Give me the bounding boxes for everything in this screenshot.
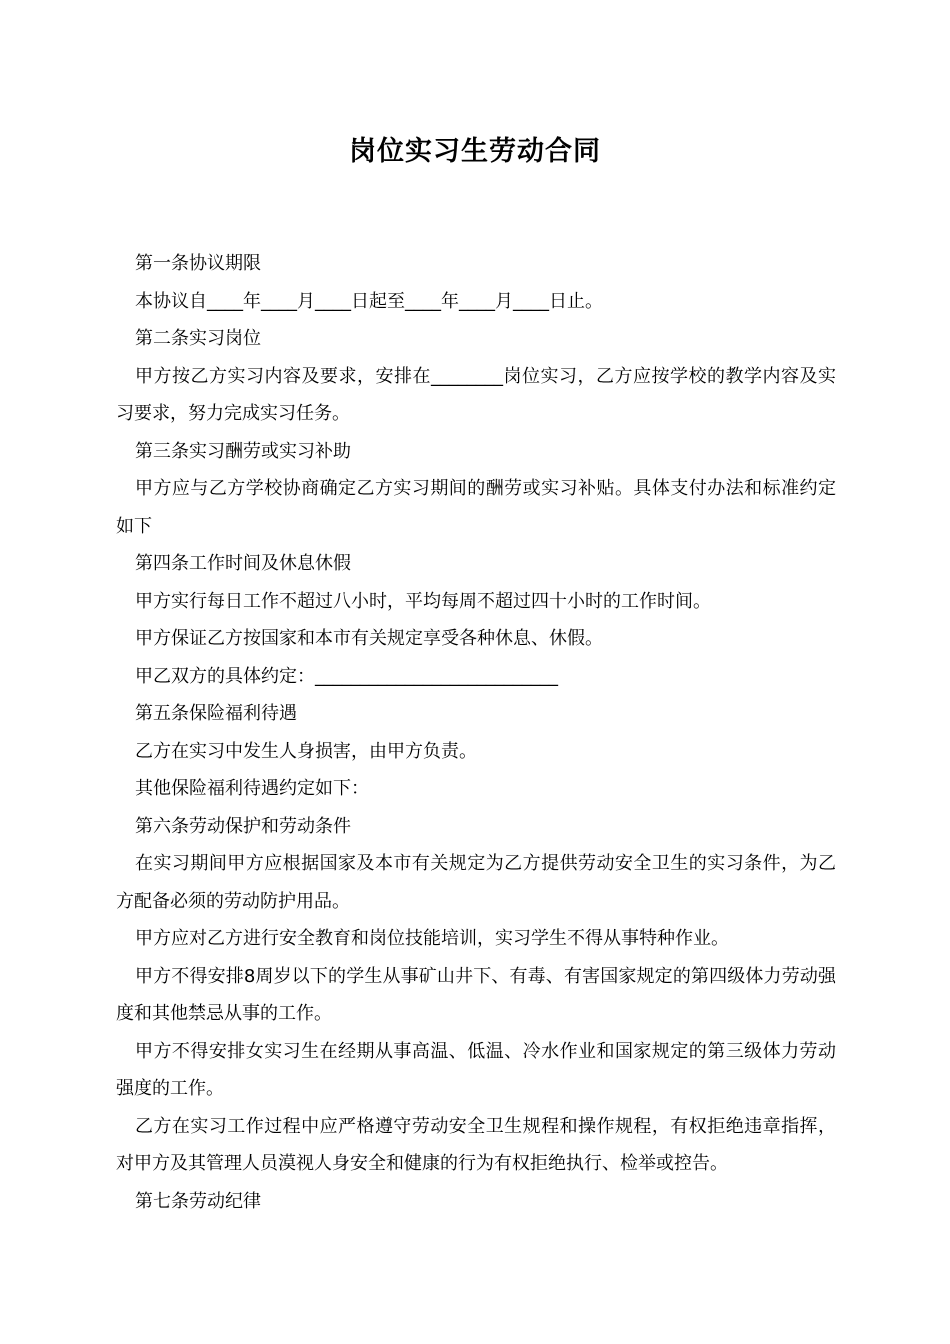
section-heading-3: 第三条实习酬劳或实习补助: [135, 440, 351, 462]
other-benefits-text: 其他保险福利待遇约定如下：: [135, 778, 369, 799]
section-heading-2: 第二条实习岗位: [135, 328, 261, 349]
internship-position-text: 甲方按乙方实习内容及要求，安排在________岗位实习，乙方应按学校的教学内容及实习要求，努力完成实习任务。: [116, 365, 836, 424]
safety-conditions-text: 在实习期间甲方应根据国家及本市有关规定为乙方提供劳动安全卫生的实习条件，为乙方配备必须的劳动防护用品。: [116, 853, 836, 912]
safety-rules-text: 乙方在实习工作过程中应严格遵守劳动安全卫生规程和操作规程，有权拒绝违章指挥，对甲方及其管理人员漠视人身安全和健康的行为有权拒绝执行、检举或控告。: [116, 1115, 836, 1174]
section-heading-5: 第五条保险福利待遇: [135, 703, 297, 724]
specific-agreement-text: 甲乙双方的具体约定：___________________________: [135, 665, 558, 687]
agreement-term-text: 本协议自____年____月____日起至____年____月____日止。: [135, 290, 603, 312]
rest-leave-text: 甲方保证乙方按国家和本市有关规定享受各种休息、休假。: [135, 628, 603, 649]
section-heading-4: 第四条工作时间及休息休假: [135, 553, 351, 574]
section-heading-6: 第六条劳动保护和劳动条件: [135, 815, 351, 837]
minor-restriction-text: 甲方不得安排8周岁以下的学生从事矿山井下、有毒、有害国家规定的第四级体力劳动强度和其他禁忌从事的工作。: [116, 965, 836, 1024]
compensation-text: 甲方应与乙方学校协商确定乙方实习期间的酬劳或实习补贴。具体支付办法和标准约定如下: [116, 478, 836, 537]
document-title: 岗位实习生劳动合同: [349, 136, 601, 167]
injury-liability-text: 乙方在实习中发生人身损害，由甲方负责。: [135, 740, 477, 762]
section-heading-1: 第一条协议期限: [135, 253, 261, 274]
work-hours-text: 甲方实行每日工作不超过八小时，平均每周不超过四十小时的工作时间。: [135, 590, 711, 612]
female-intern-restriction-text: 甲方不得安排女实习生在经期从事高温、低温、冷水作业和国家规定的第三级体力劳动强度的工作。: [116, 1040, 836, 1099]
document-body: [116, 245, 836, 1220]
section-heading-7: 第七条劳动纪律: [135, 1190, 261, 1212]
safety-training-text: 甲方应对乙方进行安全教育和岗位技能培训，实习学生不得从事特种作业。: [135, 928, 729, 949]
